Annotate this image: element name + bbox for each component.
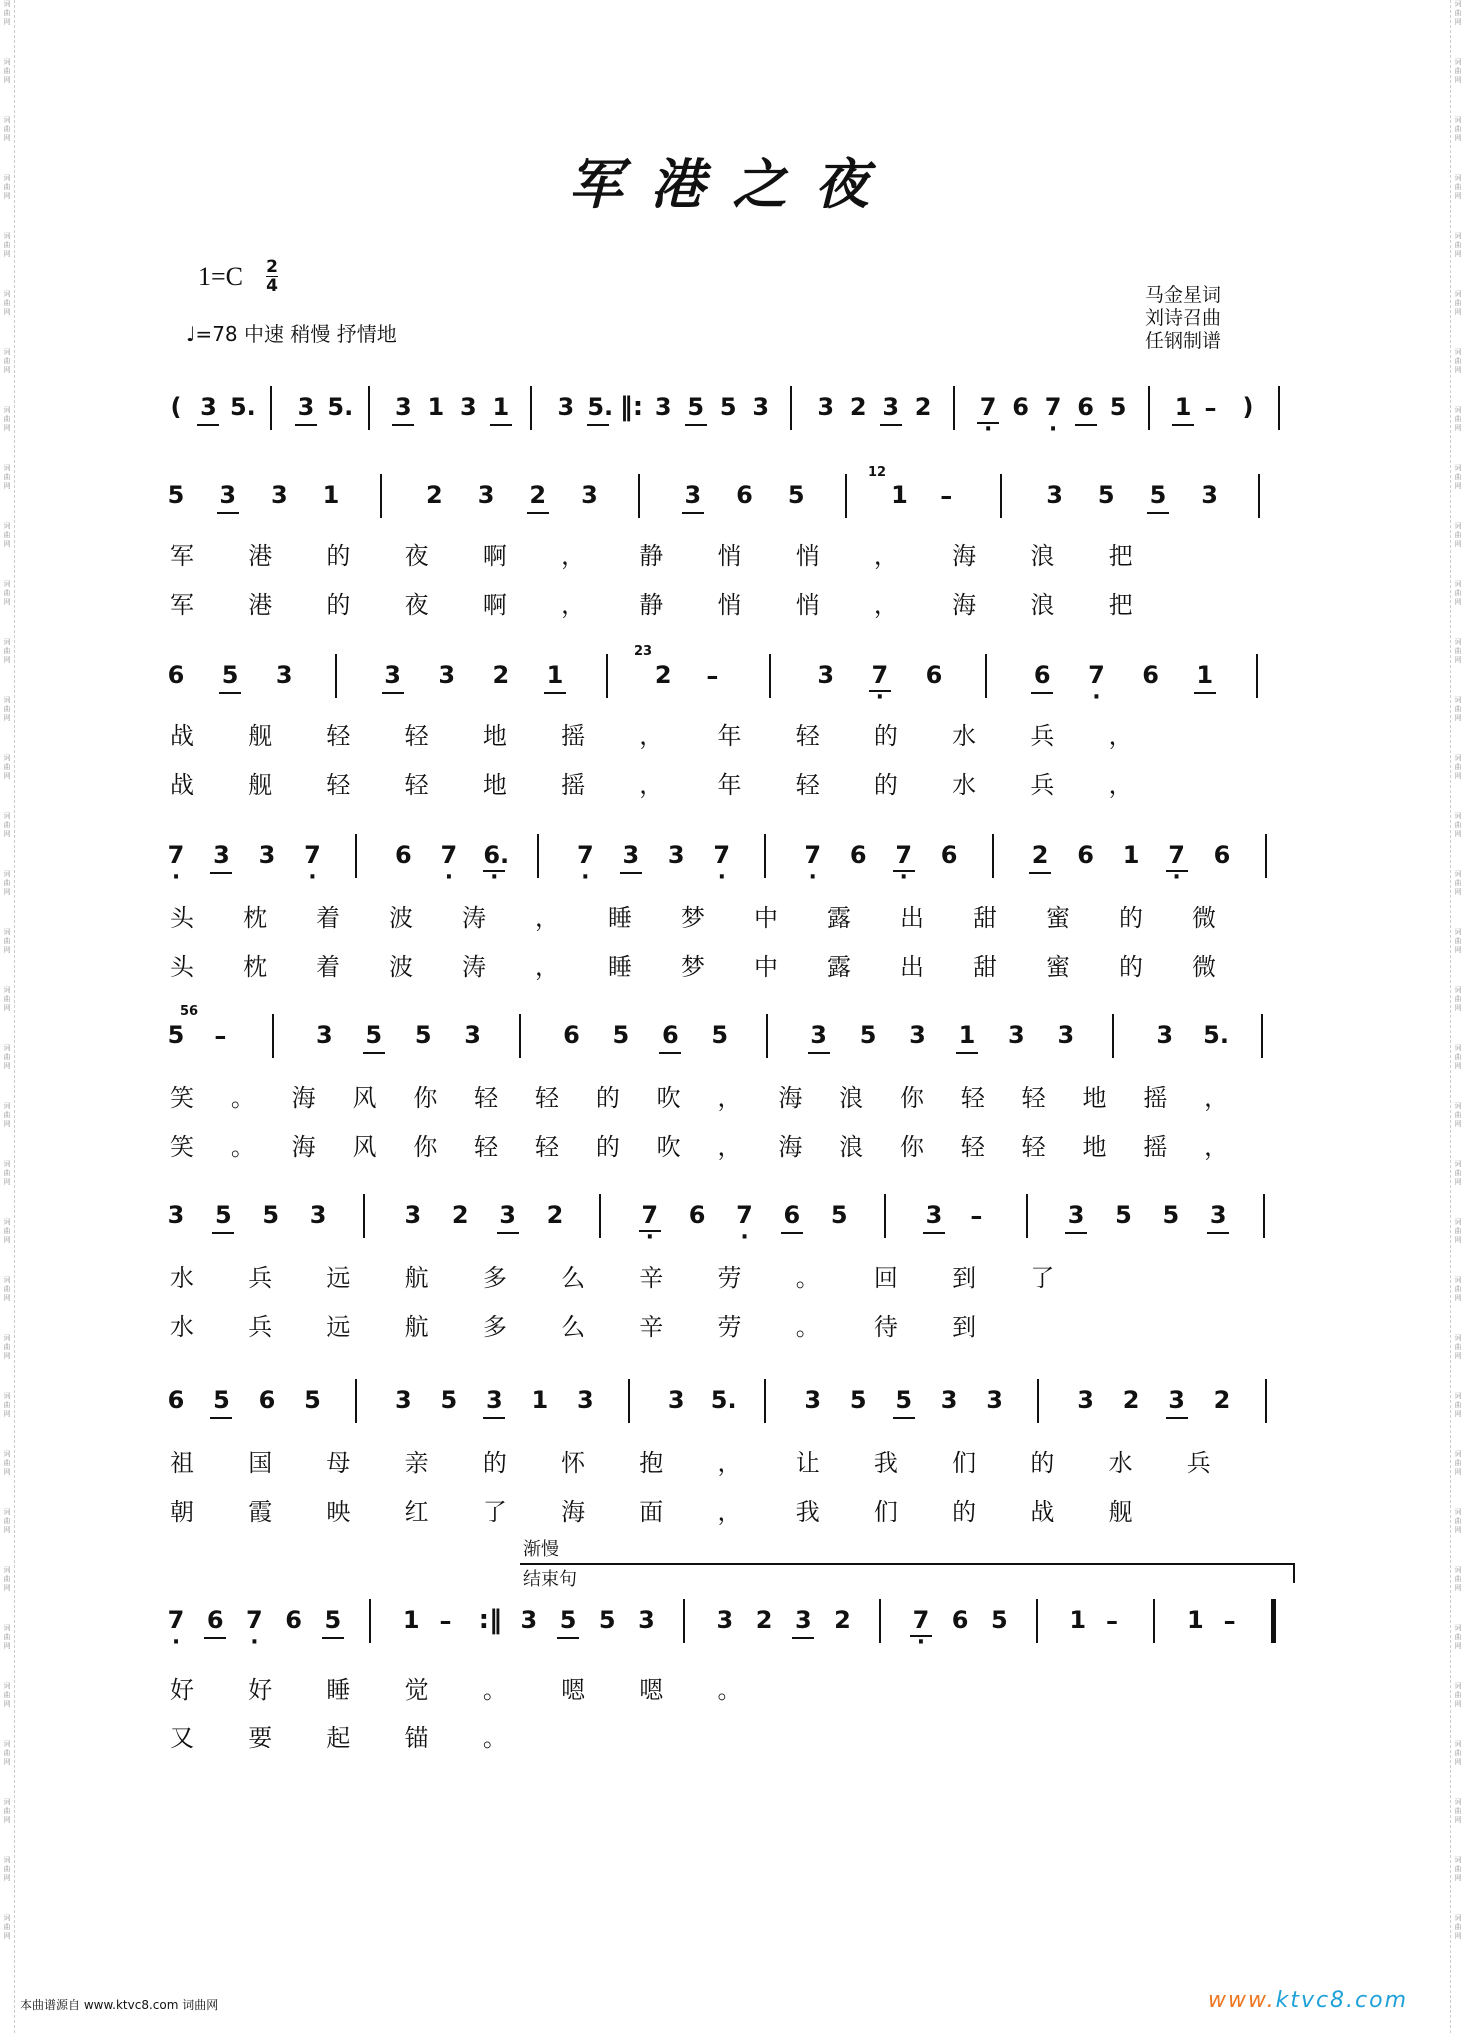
note: 6 xyxy=(659,1022,681,1048)
note: 7 · xyxy=(574,842,596,868)
note: 5 xyxy=(322,1607,344,1633)
note-dash: – xyxy=(970,1202,983,1230)
note: 7 · xyxy=(243,1607,265,1633)
note: 7 · xyxy=(711,842,733,868)
note: 6 xyxy=(1142,661,1159,689)
notation-row xyxy=(0,1595,1465,1665)
barline xyxy=(1265,1379,1267,1423)
lyric-line: 好 好 睡 觉 。 嗯 嗯 。 xyxy=(170,1676,742,1704)
barline xyxy=(1256,654,1258,698)
note: 6 xyxy=(1012,393,1029,421)
note: 7 · xyxy=(1166,842,1188,868)
note: 3 xyxy=(667,1386,685,1414)
barline xyxy=(953,386,955,430)
barline xyxy=(606,654,608,698)
note: 3 xyxy=(464,1021,481,1049)
notation-row xyxy=(0,470,1465,540)
lyric-line: 笑 。 海 风 你 轻 轻 的 吹 ， 海 浪 你 轻 轻 地 摇 ， xyxy=(170,1084,1229,1112)
credit-lyricist: 马金星词 xyxy=(1145,284,1222,306)
note: 2 xyxy=(527,482,549,508)
note-dash: – xyxy=(706,662,719,690)
note: 7 · xyxy=(734,1202,756,1228)
note: 3 xyxy=(460,393,477,421)
note: 5 xyxy=(557,1607,579,1633)
ending-bracket xyxy=(520,1563,1295,1565)
note: 1 xyxy=(490,394,512,420)
barline xyxy=(764,1379,766,1423)
note: 7 · xyxy=(301,842,323,868)
note: 6 xyxy=(1075,394,1097,420)
note-dash: – xyxy=(214,1022,227,1050)
barline xyxy=(790,386,792,430)
note: 6 xyxy=(925,661,943,689)
note: 3 xyxy=(392,394,414,420)
note: 6 xyxy=(688,1201,706,1229)
right-margin-watermark: 词 曲 网 词 曲 网 词 曲 网 词 曲 网 词 曲 网 词 曲 网 词 曲 网 词 曲 网 词 曲 网 词 曲 网 词 曲 网 词 曲 网 词 曲 网 词 曲 网 词 曲 网 词 曲 网 词 曲 网 词 曲 网 词 曲 网 词 曲 网 词 曲 网 词 曲 网 词 曲 网 词 曲 网 词 曲 网 词 曲 网 词 曲 网 词 曲 网 词 曲 网 词 曲 网 词 曲 网 词 曲 网 词 曲 网 词 曲 网 xyxy=(1450,0,1465,2033)
note-dash: – xyxy=(439,1607,452,1635)
note: 6 xyxy=(563,1021,580,1049)
note: 3 xyxy=(217,482,239,508)
note: 2 xyxy=(654,661,672,689)
barline xyxy=(766,1014,768,1058)
lyric-line: 头 枕 着 波 涛 ， 睡 梦 中 露 出 甜 蜜 的 微 xyxy=(170,904,1216,932)
note: 7 · xyxy=(893,842,915,868)
lyric-line: 祖 国 母 亲 的 怀 抱 ， 让 我 们 的 水 兵 xyxy=(170,1449,1211,1477)
note: 3 xyxy=(817,393,835,421)
note: 6 xyxy=(1213,841,1231,869)
note: 3 xyxy=(197,394,219,420)
note: 3 xyxy=(880,394,902,420)
note: 3 xyxy=(1077,1386,1094,1414)
notation-row xyxy=(0,382,1465,452)
repeat-sign: :‖ xyxy=(478,1605,503,1635)
note: 1 xyxy=(544,662,566,688)
lyric-line: 战 舰 轻 轻 地 摇 ， 年 轻 的 水 兵 ， xyxy=(170,722,1133,750)
annotation-slowing: 渐慢 xyxy=(523,1539,559,1560)
note: 1 xyxy=(1194,662,1216,688)
grace-note: 56 xyxy=(180,1004,199,1019)
note: 3 xyxy=(1046,481,1063,509)
note: 2 xyxy=(426,481,443,509)
note: 7 · xyxy=(1085,662,1107,688)
left-margin-watermark: 词 曲 网 词 曲 网 词 曲 网 词 曲 网 词 曲 网 词 曲 网 词 曲 网 词 曲 网 词 曲 网 词 曲 网 词 曲 网 词 曲 网 词 曲 网 词 曲 网 词 曲 网 词 曲 网 词 曲 网 词 曲 网 词 曲 网 词 曲 网 词 曲 网 词 曲 网 词 曲 网 词 曲 网 词 曲 网 词 曲 网 词 曲 网 词 曲 网 词 曲 网 词 曲 网 词 曲 网 词 曲 网 词 曲 网 词 曲 网 xyxy=(0,0,15,2033)
footer-source: 本曲谱源自 www.ktvc8.com 词曲网 xyxy=(20,1998,219,2012)
note: 3 xyxy=(309,1201,327,1229)
note: 3 xyxy=(667,841,685,869)
note: 3 xyxy=(438,661,456,689)
note: 5 xyxy=(787,481,805,509)
note: 3 xyxy=(940,1386,958,1414)
note: 5. xyxy=(587,393,614,421)
note: 5. xyxy=(1203,1021,1229,1049)
meter-bottom: 4 xyxy=(266,276,278,296)
note: 3 xyxy=(986,1386,1003,1414)
barline xyxy=(884,1194,886,1238)
barline xyxy=(355,1379,357,1423)
note: 3 xyxy=(817,661,835,689)
note: 5 xyxy=(685,394,707,420)
note: 5 xyxy=(598,1606,616,1634)
note: 6 xyxy=(1077,841,1094,869)
note: 6. · xyxy=(483,842,505,868)
barline xyxy=(599,1194,601,1238)
barline xyxy=(272,1014,274,1058)
note: 5 xyxy=(212,1202,234,1228)
note-dash: – xyxy=(1204,394,1217,422)
lyric-line: 军 港 的 夜 啊 ， 静 悄 悄 ， 海 浪 把 xyxy=(170,591,1133,619)
grace-note: 12 xyxy=(868,465,887,480)
note: 2 xyxy=(1029,842,1051,868)
note: 5 xyxy=(167,481,185,509)
note: 6 xyxy=(781,1202,803,1228)
note: 1 xyxy=(322,481,340,509)
note: 6 xyxy=(1031,662,1053,688)
note: 5 xyxy=(1109,393,1127,421)
note: 7 · xyxy=(869,662,891,688)
lyric-line: 头 枕 着 波 涛 ， 睡 梦 中 露 出 甜 蜜 的 微 xyxy=(170,953,1216,981)
note: 3 xyxy=(315,1021,333,1049)
note: 7 · xyxy=(438,842,460,868)
note-dash: – xyxy=(940,482,953,510)
note: 1 xyxy=(1172,394,1194,420)
note: 2 xyxy=(755,1606,773,1634)
note: 1 xyxy=(1122,841,1140,869)
note: 3 xyxy=(752,393,770,421)
barline xyxy=(519,1014,521,1058)
note: 5 xyxy=(1097,481,1115,509)
note: 6 xyxy=(849,841,867,869)
note: 3 xyxy=(1156,1021,1174,1049)
note: 2 xyxy=(1213,1386,1231,1414)
note: 3 xyxy=(1207,1202,1229,1228)
note-dash: – xyxy=(1223,1607,1236,1635)
note: 3 xyxy=(638,1606,655,1634)
note: 3 xyxy=(581,481,598,509)
note: 3 xyxy=(1065,1202,1087,1228)
lyric-line: 笑 。 海 风 你 轻 轻 的 吹 ， 海 浪 你 轻 轻 地 摇 ， xyxy=(170,1133,1229,1161)
note: 3 xyxy=(654,393,672,421)
barline xyxy=(1026,1194,1028,1238)
lyric-line: 水 兵 远 航 多 么 辛 劳 。 待 到 xyxy=(170,1313,977,1341)
note: 2 xyxy=(546,1201,564,1229)
notation-row xyxy=(0,830,1465,900)
barline xyxy=(879,1599,881,1643)
note: 5 xyxy=(1115,1201,1132,1229)
barline xyxy=(638,474,640,518)
notation-row xyxy=(0,650,1465,720)
credits xyxy=(1145,284,1221,353)
note: 5 xyxy=(830,1201,848,1229)
note: 3 xyxy=(804,1386,822,1414)
note: 3 xyxy=(620,842,642,868)
note-dash: – xyxy=(1105,1607,1118,1635)
note: 6 xyxy=(285,1606,302,1634)
note: 5. xyxy=(229,393,256,421)
song-title: 军港之夜 xyxy=(568,152,897,216)
note: 5. xyxy=(327,393,354,421)
time-signature xyxy=(266,258,278,295)
barline xyxy=(537,834,539,878)
repeat-sign: ‖: xyxy=(619,392,644,422)
notation-row xyxy=(0,1010,1465,1080)
note: 3 xyxy=(1008,1021,1025,1049)
lyric-line: 又 要 起 锚 。 xyxy=(170,1724,507,1752)
note: 5 xyxy=(414,1021,432,1049)
note: 7 · xyxy=(910,1607,932,1633)
note: 3 xyxy=(909,1021,926,1049)
note: 1 xyxy=(402,1606,420,1634)
note: ( xyxy=(170,393,182,421)
barline xyxy=(1271,1599,1276,1643)
barline xyxy=(1258,474,1260,518)
note: 6 xyxy=(204,1607,226,1633)
barline xyxy=(363,1194,365,1238)
barline xyxy=(1037,1379,1039,1423)
note: 5 xyxy=(893,1387,915,1413)
note: 3 xyxy=(483,1387,505,1413)
note: 2 xyxy=(849,393,867,421)
note: 3 xyxy=(1057,1021,1075,1049)
barline xyxy=(335,654,337,698)
note: 5 xyxy=(990,1606,1008,1634)
note: ) xyxy=(1242,393,1254,421)
note: 7 · xyxy=(1042,394,1064,420)
barline xyxy=(1261,1014,1263,1058)
note: 3 xyxy=(404,1201,422,1229)
annotation-ending: 结束句 xyxy=(523,1569,577,1590)
credit-transcriber: 任钢制谱 xyxy=(1145,330,1222,352)
barline xyxy=(1153,1599,1155,1643)
note: 6 xyxy=(940,841,958,869)
barline xyxy=(985,654,987,698)
note: 3 xyxy=(808,1022,830,1048)
note: 5 xyxy=(859,1021,877,1049)
barline xyxy=(1278,386,1280,430)
note: 6 xyxy=(167,1386,185,1414)
barline xyxy=(530,386,532,430)
note: 5. xyxy=(710,1386,737,1414)
lyric-line: 水 兵 远 航 多 么 辛 劳 。 回 到 了 xyxy=(170,1264,1055,1292)
barline xyxy=(1036,1599,1038,1643)
note: 3 xyxy=(275,661,293,689)
note: 6 xyxy=(736,481,753,509)
note: 3 xyxy=(258,841,276,869)
credit-composer: 刘诗召曲 xyxy=(1145,307,1222,329)
note: 3 xyxy=(167,1201,185,1229)
barline xyxy=(1148,386,1150,430)
notation-row xyxy=(0,1375,1465,1445)
note: 1 xyxy=(1187,1606,1204,1634)
note: 3 xyxy=(682,482,704,508)
note: 5 xyxy=(167,1021,185,1049)
note: 5 xyxy=(262,1201,280,1229)
note: 5 xyxy=(612,1021,630,1049)
barline xyxy=(769,654,771,698)
note: 5 xyxy=(1162,1201,1180,1229)
barline xyxy=(683,1599,685,1643)
note: 3 xyxy=(210,842,232,868)
barline xyxy=(1265,834,1267,878)
ending-bracket-end xyxy=(1293,1563,1295,1583)
barline xyxy=(1263,1194,1265,1238)
note: 7 · xyxy=(802,842,824,868)
lyric-line: 战 舰 轻 轻 地 摇 ， 年 轻 的 水 兵 ， xyxy=(170,771,1133,799)
lyric-line: 军 港 的 夜 啊 ， 静 悄 悄 ， 海 浪 把 xyxy=(170,542,1133,570)
note: 6 xyxy=(167,661,185,689)
note: 7 · xyxy=(165,1607,187,1633)
note: 3 xyxy=(395,1386,412,1414)
note: 5 xyxy=(210,1387,232,1413)
note: 5 xyxy=(1147,482,1169,508)
note: 3 xyxy=(477,481,495,509)
note: 5 xyxy=(440,1386,458,1414)
note: 5 xyxy=(304,1386,321,1414)
lyric-line: 朝 霞 映 红 了 海 面 ， 我 们 的 战 舰 xyxy=(170,1498,1133,1526)
note: 3 xyxy=(576,1386,594,1414)
note: 3 xyxy=(557,393,575,421)
note: 3 xyxy=(792,1607,814,1633)
site-logo: www.ktvc8.com xyxy=(1208,1988,1409,2013)
note: 5 xyxy=(719,393,737,421)
note: 3 xyxy=(382,662,404,688)
note: 6 xyxy=(951,1606,969,1634)
note: 6 xyxy=(258,1386,276,1414)
note: 3 xyxy=(295,394,317,420)
note: 3 xyxy=(497,1202,519,1228)
barline xyxy=(270,386,272,430)
barline xyxy=(992,834,994,878)
note: 5 xyxy=(363,1022,385,1048)
note: 2 xyxy=(451,1201,469,1229)
note: 1 xyxy=(427,393,445,421)
note: 5 xyxy=(849,1386,867,1414)
note: 7 · xyxy=(165,842,187,868)
barline xyxy=(380,474,382,518)
note: 2 xyxy=(914,393,932,421)
tempo-marking: ♩=78 中速 稍慢 抒情地 xyxy=(186,322,397,346)
note: 5 xyxy=(219,662,241,688)
barline xyxy=(1112,1014,1114,1058)
grace-note: 23 xyxy=(634,644,653,659)
note: 5 xyxy=(711,1021,729,1049)
barline xyxy=(845,474,847,518)
note: 1 xyxy=(956,1022,978,1048)
note: 2 xyxy=(834,1606,851,1634)
note: 3 xyxy=(1166,1387,1188,1413)
meter-top: 2 xyxy=(266,257,278,277)
note: 1 xyxy=(891,481,908,509)
note: 2 xyxy=(492,661,510,689)
barline xyxy=(355,834,357,878)
note: 7 · xyxy=(977,394,999,420)
notation-row xyxy=(0,1190,1465,1260)
key-signature: 1=C xyxy=(198,262,244,291)
barline xyxy=(764,834,766,878)
note: 3 xyxy=(716,1606,734,1634)
barline xyxy=(628,1379,630,1423)
barline xyxy=(368,386,370,430)
note: 1 xyxy=(531,1386,549,1414)
note: 3 xyxy=(923,1202,945,1228)
note: 3 xyxy=(1201,481,1218,509)
note: 1 xyxy=(1069,1606,1087,1634)
barline xyxy=(1000,474,1002,518)
note: 7 · xyxy=(639,1202,661,1228)
barline xyxy=(369,1599,371,1643)
note: 3 xyxy=(271,481,288,509)
note: 3 xyxy=(520,1606,538,1634)
note: 6 xyxy=(395,841,412,869)
note: 2 xyxy=(1122,1386,1140,1414)
